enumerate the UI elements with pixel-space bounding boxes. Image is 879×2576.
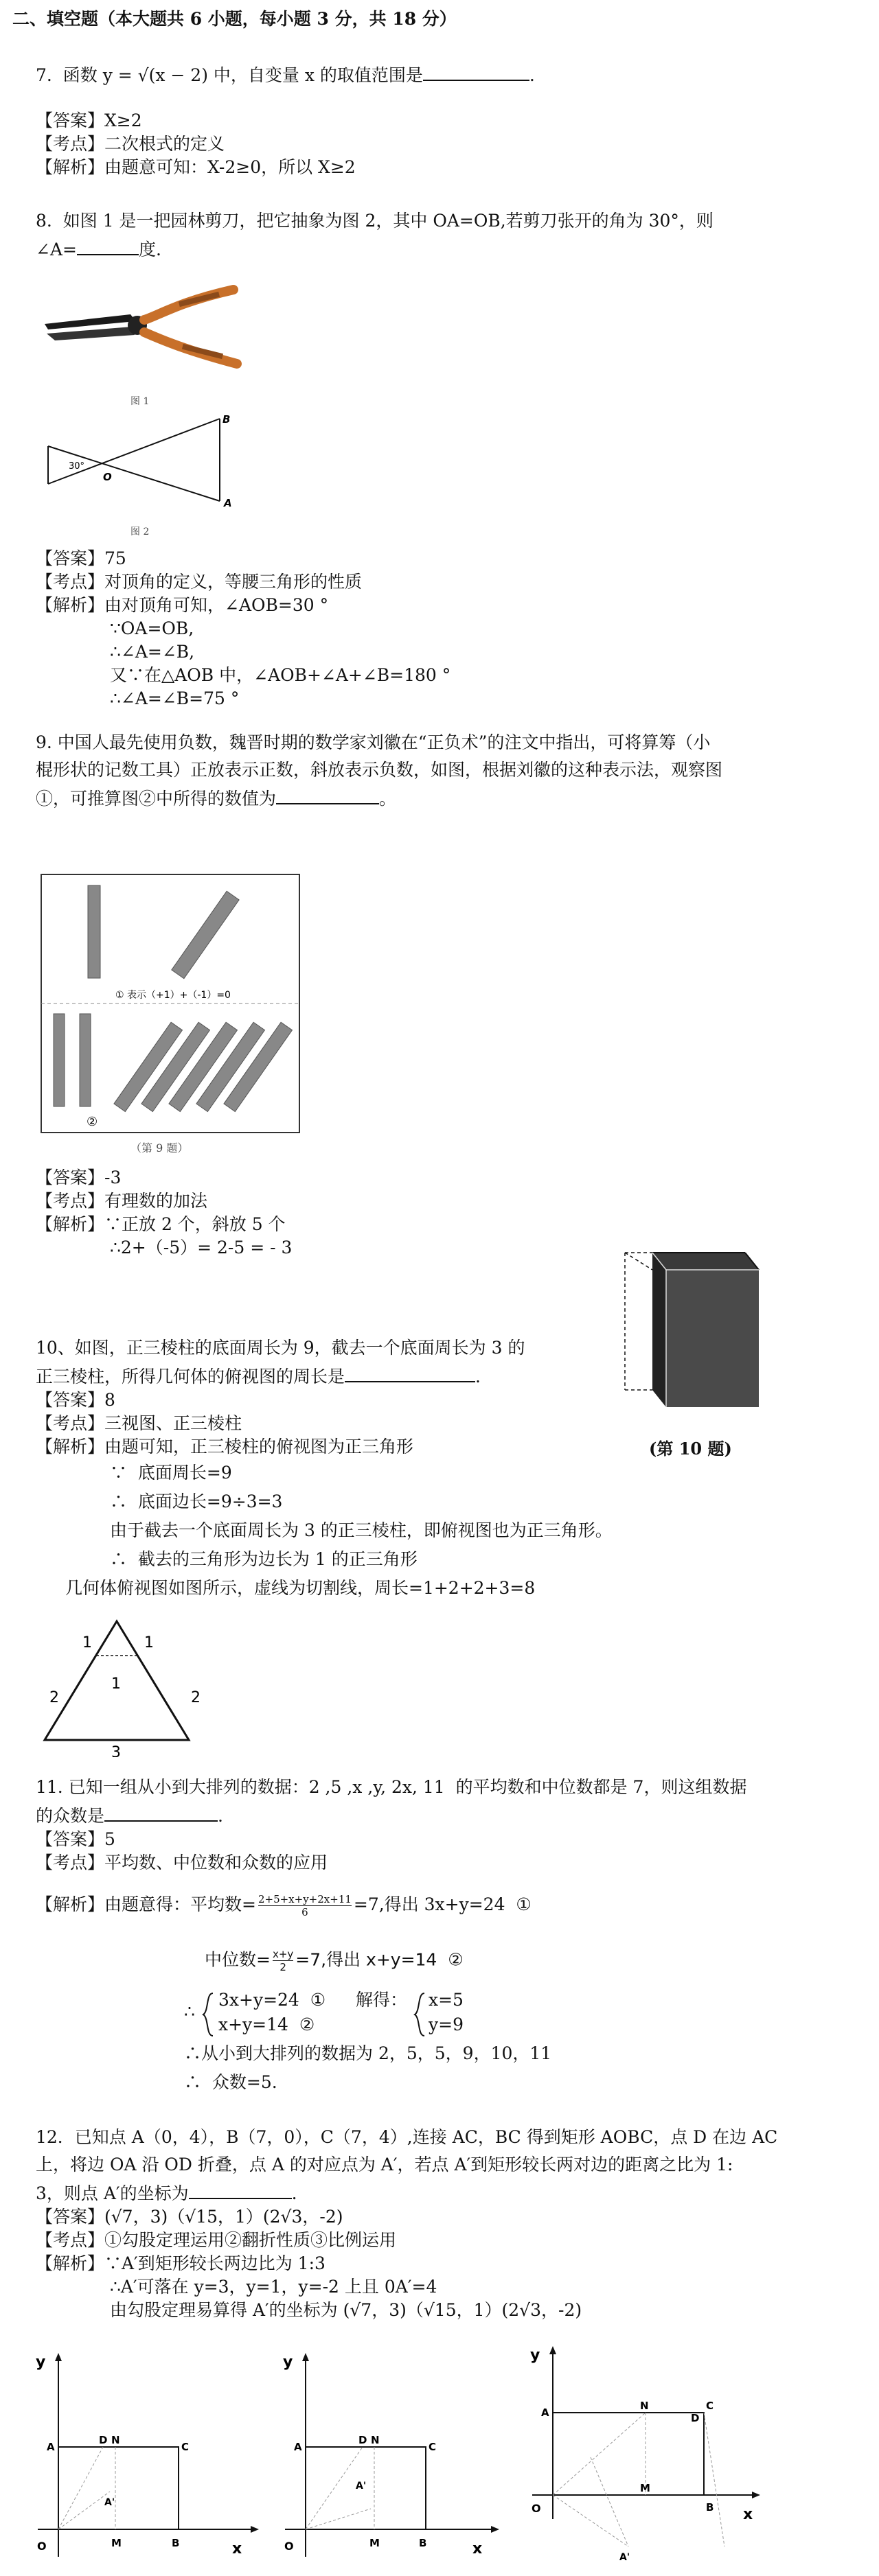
point-d-label: D bbox=[99, 2434, 108, 2446]
point-a-label: A bbox=[224, 497, 232, 509]
q7-stem-d: . bbox=[529, 65, 535, 85]
q11-median bbox=[205, 1948, 464, 1973]
q8-stem-line1: 8. 如图 1 是一把园林剪刀，把它抽象为图 2，其中 OA=OB,若剪刀张开的角为 30°，则 bbox=[36, 211, 714, 231]
point-c-label: C bbox=[429, 2441, 437, 2453]
side-label: 2 bbox=[191, 1689, 201, 1706]
side-label: 1 bbox=[111, 1675, 121, 1693]
side-label: 1 bbox=[82, 1634, 92, 1651]
q11-kaodian: 【考点】平均数、中位数和众数的应用 bbox=[36, 1853, 328, 1872]
q10-conclusion: 几何体俯视图如图所示，虚线为切割线，周长=1+2+2+3=8 bbox=[65, 1578, 536, 1598]
q12-stem-text: 3，则点 A′的坐标为 bbox=[36, 2183, 189, 2203]
q12-step: 由勾股定理易算得 A′的坐标为 (√7，3)（√15，1）(2√3，-2) bbox=[110, 2300, 582, 2320]
q7-stem-c: 中，自变量 x 的取值范围是 bbox=[207, 65, 423, 85]
q7-kaodian: 【考点】二次根式的定义 bbox=[36, 134, 225, 154]
fold-graph-1 bbox=[27, 2347, 261, 2567]
q12-stem-line3 bbox=[36, 2181, 297, 2205]
fig10-caption: (第 10 题) bbox=[649, 1439, 732, 1459]
fig2-caption: 图 2 bbox=[130, 526, 150, 537]
point-n-label: N bbox=[111, 2434, 120, 2446]
fold-graph-3 bbox=[522, 2341, 762, 2571]
fraction-numerator: x+y bbox=[272, 1948, 294, 1960]
point-n-label: N bbox=[640, 2400, 649, 2412]
x-axis-label: x bbox=[472, 2540, 483, 2557]
fraction-denominator: 2 bbox=[279, 1961, 286, 1973]
q11-stem-line2 bbox=[36, 1804, 223, 1827]
point-a-label: A bbox=[541, 2406, 549, 2419]
q8-step: ∴∠A=∠B, bbox=[110, 642, 195, 662]
fig9-caption-2: ② bbox=[87, 1115, 98, 1129]
q11-jiexi-text: 【解析】由题意得：平均数= bbox=[36, 1894, 256, 1914]
point-a-label: A bbox=[47, 2441, 55, 2453]
fraction-denominator: 6 bbox=[301, 1906, 308, 1918]
x-axis-label: x bbox=[232, 2540, 242, 2557]
solution-y: y=9 bbox=[429, 2015, 464, 2034]
q7-radical: √(x − 2) bbox=[137, 65, 208, 85]
q11-answer: 【答案】5 bbox=[36, 1829, 115, 1849]
q8-step: ∴∠A=∠B=75 ° bbox=[110, 688, 240, 708]
q12-kaodian: 【考点】①勾股定理运用②翻折性质③比例运用 bbox=[36, 2230, 397, 2250]
counting-rods-figure bbox=[40, 873, 301, 1134]
point-a-prime-label: A' bbox=[104, 2497, 115, 2508]
q7-stem-a: 7. 函数 y = bbox=[36, 65, 138, 85]
q12-stem-line2: 上，将边 OA 沿 OD 折叠，点 A 的对应点为 A′，若点 A′到矩形较长两对边的距离之比为 1: bbox=[36, 2155, 733, 2174]
q10-stem-line1: 10、如图，正三棱柱的底面周长为 9，截去一个底面周长为 3 的 bbox=[36, 1338, 525, 1358]
q8-answer: 【答案】75 bbox=[36, 548, 126, 568]
angle-figure-2 bbox=[41, 412, 247, 522]
q11-step: ∴ 众数=5. bbox=[184, 2072, 277, 2092]
q8-answer-blank bbox=[77, 237, 139, 255]
q9-stem-end: 。 bbox=[379, 789, 397, 809]
q11-stem-end: . bbox=[218, 1806, 223, 1826]
q11-jiexi-result: =7,得出 3x+y=24 ① bbox=[353, 1894, 532, 1914]
point-b-label: B bbox=[706, 2501, 714, 2514]
point-m-label: M bbox=[111, 2537, 122, 2549]
fraction-numerator: 2+5+x+y+2x+11 bbox=[258, 1893, 352, 1905]
q11-median-result: =7,得出 x+y=14 ② bbox=[295, 1949, 464, 1970]
point-b-label: B bbox=[419, 2537, 427, 2549]
top-view-triangle bbox=[34, 1613, 240, 1757]
fold-graph-2 bbox=[275, 2347, 501, 2567]
q10-answer-blank bbox=[345, 1365, 475, 1382]
point-a-label: A bbox=[294, 2441, 302, 2453]
q10-step: ∵ 底面周长=9 bbox=[110, 1463, 232, 1483]
q8-stem-line2 bbox=[36, 237, 161, 261]
left-brace bbox=[201, 1991, 216, 2039]
q12-stem-line1: 12．已知点 A（0，4），B（7，0），C（7，4）,连接 AC，BC 得到矩形 AOBC，点 D 在边 AC bbox=[36, 2127, 778, 2147]
y-axis-label: y bbox=[36, 2354, 46, 2371]
origin-label: O bbox=[37, 2540, 47, 2553]
q11-jiexi bbox=[36, 1893, 532, 1918]
upright-rod bbox=[80, 1014, 91, 1106]
section-title: 二、填空题（本大题共 6 小题，每小题 3 分，共 18 分） bbox=[12, 9, 457, 29]
q9-answer: 【答案】-3 bbox=[36, 1168, 122, 1187]
fig9-caption-1: ① 表示（+1）+（-1）=0 bbox=[115, 990, 231, 1001]
point-n-label: N bbox=[371, 2434, 380, 2446]
q9-answer-blank bbox=[276, 787, 379, 804]
point-b-label: B bbox=[172, 2537, 180, 2549]
solve-label: 解得： bbox=[356, 1990, 408, 2010]
side-label: 3 bbox=[111, 1744, 121, 1757]
point-a-prime-label: A' bbox=[619, 2552, 630, 2563]
q8-unit: 度. bbox=[138, 240, 161, 259]
point-a-prime-label: A' bbox=[356, 2481, 367, 2492]
q10-stem-line2 bbox=[36, 1365, 481, 1388]
left-brace bbox=[412, 1991, 427, 2039]
prism-figure bbox=[621, 1242, 779, 1428]
x-axis-label: x bbox=[743, 2506, 753, 2523]
q12-jiexi: 【解析】∵A′到矩形较长两边比为 1:3 bbox=[36, 2253, 326, 2273]
q10-step: 由于截去一个底面周长为 3 的正三棱柱，即俯视图也为正三角形。 bbox=[110, 1520, 613, 1540]
q12-stem-end: . bbox=[291, 2183, 297, 2203]
q10-step: ∴ 截去的三角形为边长为 1 的正三角形 bbox=[110, 1549, 418, 1569]
q7-stem bbox=[36, 63, 535, 86]
q8-angle-a: ∠A= bbox=[36, 240, 77, 259]
q9-stem-text: ①，可推算图②中所得的数值为 bbox=[36, 789, 277, 809]
q7-answer-blank bbox=[423, 63, 529, 81]
q11-median-text: 中位数= bbox=[205, 1949, 271, 1970]
q8-jiexi: 【解析】由对顶角可知，∠AOB=30 ° bbox=[36, 595, 329, 615]
q11-answer-blank bbox=[104, 1804, 218, 1822]
side-label: 1 bbox=[144, 1634, 154, 1651]
q12-answer-blank bbox=[189, 2181, 292, 2199]
q11-median-fraction bbox=[273, 1948, 293, 1973]
q10-answer: 【答案】8 bbox=[36, 1390, 115, 1410]
q12-answer: 【答案】(√7，3)（√15，1）(2√3，-2) bbox=[36, 2207, 343, 2227]
q7-answer: 【答案】X≥2 bbox=[36, 111, 142, 130]
q11-stem-text: 的众数是 bbox=[36, 1806, 105, 1826]
equation-1: 3x+y=24 ① bbox=[218, 1990, 326, 2010]
fig9-number: （第 9 题） bbox=[130, 1141, 189, 1154]
point-m-label: M bbox=[369, 2537, 380, 2549]
q11-mean-fraction bbox=[258, 1893, 352, 1918]
upright-rod bbox=[88, 885, 100, 978]
point-c-label: C bbox=[181, 2441, 190, 2453]
therefore-symbol: ∴ bbox=[184, 2001, 195, 2021]
q11-stem-line1: 11. 已知一组从小到大排列的数据：2 ,5 ,x ,y, 2x, 11 的平均数和中位数都是 7，则这组数据 bbox=[36, 1777, 747, 1797]
point-o-label: O bbox=[103, 471, 112, 483]
point-d-label: D bbox=[358, 2434, 367, 2446]
q10-kaodian: 【考点】三视图、正三棱柱 bbox=[36, 1413, 242, 1433]
q10-stem-text: 正三棱柱，所得几何体的俯视图的周长是 bbox=[36, 1367, 345, 1386]
q9-step: ∴2+（-5）= 2-5 = - 3 bbox=[110, 1238, 293, 1257]
point-m-label: M bbox=[640, 2482, 650, 2494]
q9-stem-line1: 9. 中国人最先使用负数，魏晋时期的数学家刘徽在“正负术”的注文中指出，可将算筹（小 bbox=[36, 732, 711, 752]
q12-step: ∴A′可落在 y=3，y=1，y=-2 上且 0A′=4 bbox=[110, 2277, 437, 2297]
y-axis-label: y bbox=[530, 2347, 540, 2364]
point-b-label: B bbox=[222, 413, 231, 426]
q8-step: 又∵在△AOB 中，∠AOB+∠A+∠B=180 ° bbox=[110, 665, 451, 685]
q10-stem-end: . bbox=[475, 1367, 481, 1386]
q7-jiexi: 【解析】由题意可知：X-2≥0，所以 X≥2 bbox=[36, 157, 356, 177]
garden-shears-figure bbox=[41, 275, 247, 391]
angle-label: 30° bbox=[69, 461, 85, 472]
point-d-label: D bbox=[691, 2412, 700, 2424]
origin-label: O bbox=[284, 2540, 294, 2553]
q9-kaodian: 【考点】有理数的加法 bbox=[36, 1191, 208, 1211]
q11-step: ∴从小到大排列的数据为 2，5，5，9，10，11 bbox=[184, 2043, 552, 2063]
q9-stem-line2: 棍形状的记数工具）正放表示正数，斜放表示负数，如图，根据刘徽的这种表示法，观察图 bbox=[36, 760, 723, 780]
side-label: 2 bbox=[49, 1689, 59, 1706]
y-axis-label: y bbox=[283, 2354, 293, 2371]
fig1-caption: 图 1 bbox=[130, 396, 150, 407]
q9-jiexi: 【解析】∵正放 2 个，斜放 5 个 bbox=[36, 1214, 286, 1234]
q9-stem-line3 bbox=[36, 787, 396, 810]
origin-label: O bbox=[532, 2502, 541, 2515]
solution-x: x=5 bbox=[429, 1990, 464, 2010]
equation-2: x+y=14 ② bbox=[218, 2015, 315, 2034]
q10-jiexi: 【解析】由题可知，正三棱柱的俯视图为正三角形 bbox=[36, 1437, 414, 1457]
upright-rod bbox=[54, 1014, 65, 1106]
q10-step: ∴ 底面边长=9÷3=3 bbox=[110, 1492, 283, 1511]
q8-kaodian: 【考点】对顶角的定义，等腰三角形的性质 bbox=[36, 572, 363, 592]
point-c-label: C bbox=[706, 2400, 714, 2412]
q8-step: ∵OA=OB, bbox=[110, 618, 194, 638]
